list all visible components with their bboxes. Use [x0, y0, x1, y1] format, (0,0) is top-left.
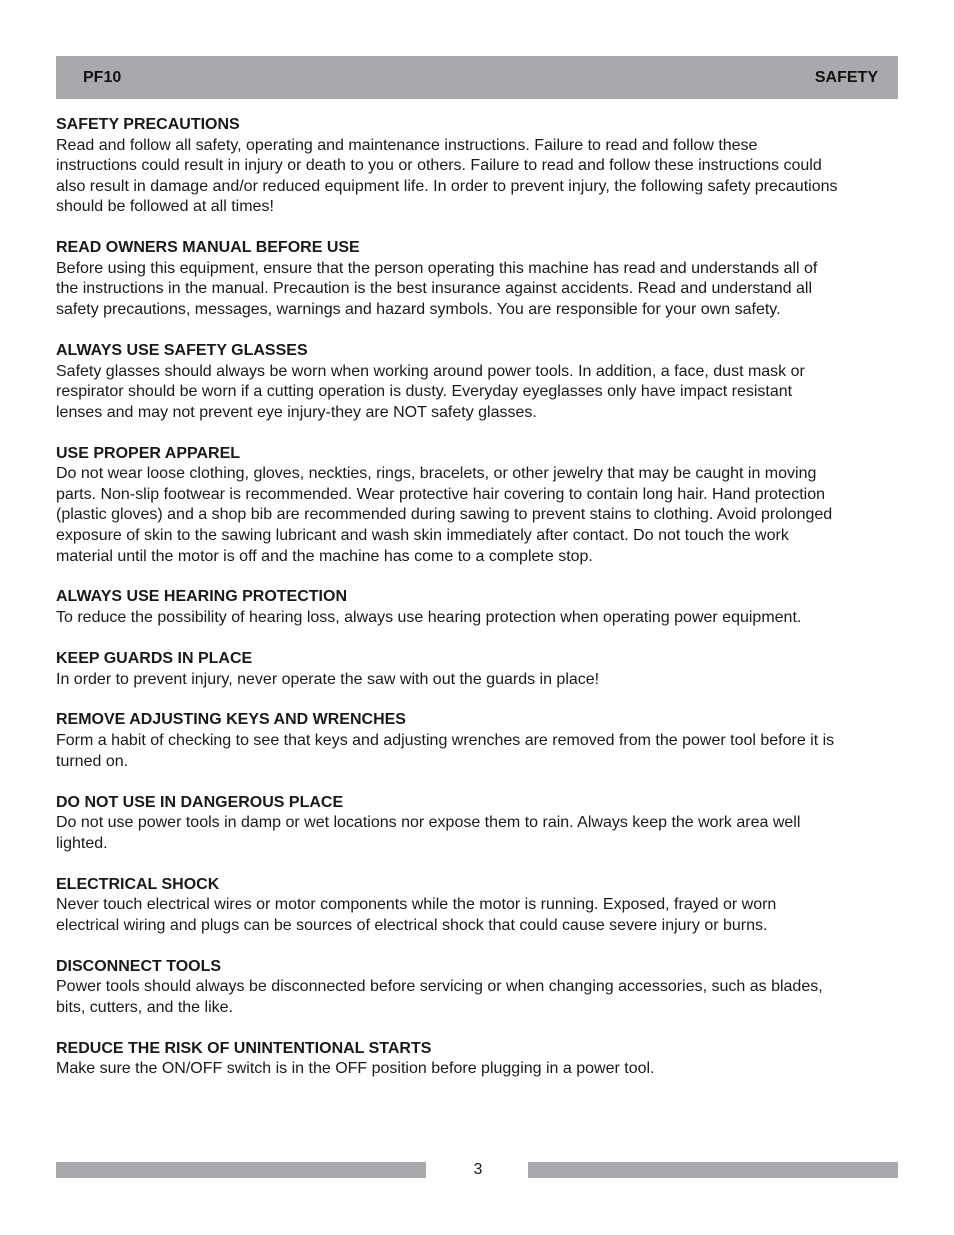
header-bar [56, 56, 898, 99]
section-body: Do not wear loose clothing, gloves, neckties, rings, bracelets, or other jewelry that may be caught in moving parts. Non-slip footwear is recommended. Wear protective hair covering to contain long hair. Hand protection (plastic gloves) and a shop bib are recommended during sawing to prevent stains to clothing. Avoid prolonged exposure of skin to the sawing lubricant and wash skin immediately after contact. Do not touch the work material until the motor is off and the machine has come to a complete stop. [56, 465, 833, 565]
section-electrical-shock [56, 875, 898, 937]
section-safety-precautions [56, 115, 898, 218]
page-number: 3 [473, 1161, 483, 1178]
section-disconnect-tools [56, 957, 898, 1019]
footer-bar-right [528, 1162, 898, 1178]
section-dangerous-place [56, 793, 898, 855]
section-hearing-protection [56, 587, 898, 628]
section-title: KEEP GUARDS IN PLACE [56, 649, 253, 667]
section-body: Safety glasses should always be worn when working around power tools. In addition, a face, dust mask or respirator should be worn if a cutting operation is dusty. Everyday eyeglasses only have impact resistant lenses and may not prevent eye injury-they are NOT safety glasses. [56, 362, 805, 421]
section-title: DO NOT USE IN DANGEROUS PLACE [56, 793, 344, 811]
section-title: REMOVE ADJUSTING KEYS AND WRENCHES [56, 711, 406, 729]
section-proper-apparel [56, 444, 898, 568]
section-name: SAFETY [814, 68, 878, 86]
section-body: Power tools should always be disconnected before servicing or when changing accessories, such as blades, bits, cutters, and the like. [56, 978, 823, 1016]
section-remove-keys [56, 710, 898, 772]
section-title: ALWAYS USE SAFETY GLASSES [56, 341, 308, 359]
model-name: PF10 [83, 68, 122, 86]
section-body: To reduce the possibility of hearing loss, always use hearing protection when operating power equipment. [56, 609, 802, 627]
section-body: In order to prevent injury, never operate the saw with out the guards in place! [56, 670, 600, 688]
section-body: Do not use power tools in damp or wet locations nor expose them to rain. Always keep the work area well lighted. [56, 814, 801, 852]
section-title: DISCONNECT TOOLS [56, 957, 222, 975]
section-body: Make sure the ON/OFF switch is in the OFF position before plugging in a power tool. [56, 1060, 655, 1078]
section-body: Before using this equipment, ensure that the person operating this machine has read and understands all of the instructions in the manual. Precaution is the best insurance against accidents. Read and understand all safety precautions, messages, warnings and hazard symbols. You are responsible for your own safety. [56, 259, 818, 319]
safety-content [56, 115, 898, 1100]
section-unintentional-starts [56, 1039, 898, 1080]
section-title: ALWAYS USE HEARING PROTECTION [56, 588, 347, 606]
section-title: USE PROPER APPAREL [56, 444, 241, 462]
footer-bar-left [56, 1162, 426, 1178]
section-title: SAFETY PRECAUTIONS [56, 116, 240, 133]
section-guards-in-place [56, 649, 898, 690]
section-title: REDUCE THE RISK OF UNINTENTIONAL STARTS [56, 1039, 432, 1057]
section-body: Never touch electrical wires or motor components while the motor is running. Exposed, frayed or worn electrical wiring and plugs can be sources of electrical shock that could cause severe injury or burns. [56, 896, 777, 934]
section-read-owners-manual [56, 238, 898, 320]
section-title: READ OWNERS MANUAL BEFORE USE [56, 239, 360, 257]
section-body: Form a habit of checking to see that keys and adjusting wrenches are removed from the power tool before it is turned on. [56, 732, 835, 770]
section-title: ELECTRICAL SHOCK [56, 875, 220, 893]
section-body: Read and follow all safety, operating and maintenance instructions. Failure to read and follow these instructions could result in injury or death to you or others. Failure to read and follow these instructions could also result in damage and/or reduced equipment life. In order to prevent injury, the following safety precautions should be followed at all times! [56, 136, 838, 216]
section-safety-glasses [56, 341, 898, 423]
